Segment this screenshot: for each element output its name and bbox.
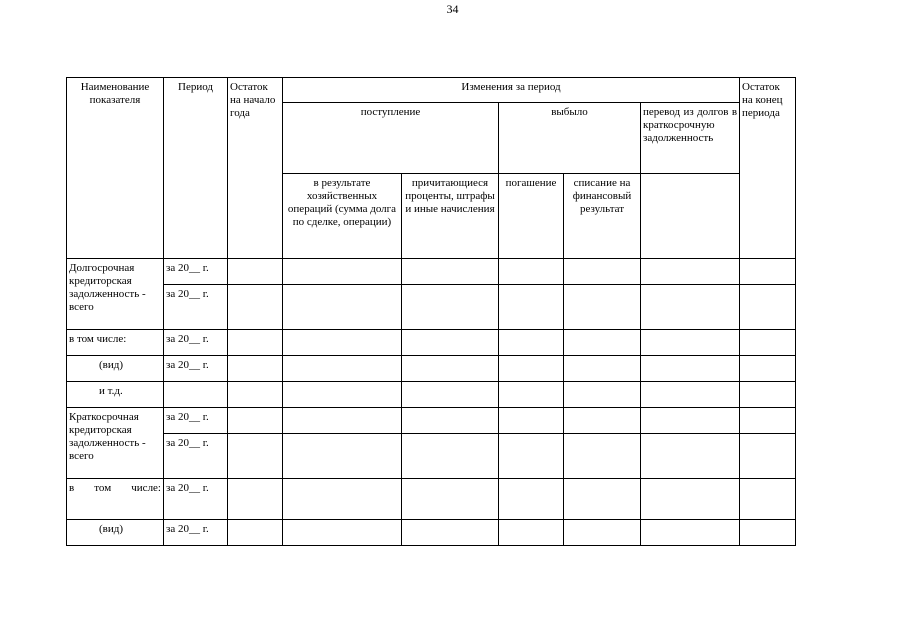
- period-cell: за 20__ г.: [164, 520, 228, 546]
- empty-cell: [402, 479, 499, 520]
- empty-cell: [283, 408, 402, 434]
- header-name: Наименование показателя: [67, 78, 164, 259]
- header-transfer: перевод из долгов в краткосрочную задолженность: [641, 103, 740, 174]
- empty-cell: [228, 356, 283, 382]
- empty-cell: [641, 408, 740, 434]
- header-business-operations: в результате хозяйственных операций (сумма долга по сделке, операции): [283, 174, 402, 259]
- row-label-including: в том числе:: [67, 330, 164, 356]
- empty-cell: [228, 330, 283, 356]
- empty-cell: [499, 285, 564, 330]
- header-interest-fines: причитающиеся проценты, штрафы и иные начисления: [402, 174, 499, 259]
- empty-cell: [402, 330, 499, 356]
- empty-cell: [283, 434, 402, 479]
- row-label-kind: (вид): [67, 356, 164, 382]
- empty-cell: [641, 479, 740, 520]
- period-cell: за 20__ г.: [164, 285, 228, 330]
- empty-cell: [283, 479, 402, 520]
- row-label-shortterm: Краткосрочная кредиторская задолженность - всего: [67, 408, 164, 479]
- empty-cell: [228, 382, 283, 408]
- empty-cell: [740, 285, 796, 330]
- header-changes: Изменения за период: [283, 78, 740, 103]
- empty-cell: [402, 285, 499, 330]
- empty-cell: [740, 382, 796, 408]
- empty-cell: [499, 434, 564, 479]
- payables-table: [66, 77, 796, 546]
- row-label-kind-2: (вид): [67, 520, 164, 546]
- empty-cell: [641, 285, 740, 330]
- header-repayment: погашение: [499, 174, 564, 259]
- empty-cell: [228, 259, 283, 285]
- empty-cell: [564, 382, 641, 408]
- empty-cell: [228, 434, 283, 479]
- empty-cell: [564, 408, 641, 434]
- row-label-etc: и т.д.: [67, 382, 164, 408]
- empty-cell: [402, 520, 499, 546]
- header-opening-balance: Остаток на начало года: [228, 78, 283, 259]
- empty-cell: [228, 520, 283, 546]
- empty-cell: [402, 356, 499, 382]
- period-cell: за 20__ г.: [164, 356, 228, 382]
- header-closing-balance: Остаток на конец периода: [740, 78, 796, 259]
- empty-cell: [740, 408, 796, 434]
- empty-cell: [499, 520, 564, 546]
- empty-cell: [564, 479, 641, 520]
- empty-cell: [740, 479, 796, 520]
- empty-cell: [740, 434, 796, 479]
- period-cell: за 20__ г.: [164, 434, 228, 479]
- empty-cell: [402, 408, 499, 434]
- row-label-longterm: Долгосрочная кредиторская задолженность - всего: [67, 259, 164, 330]
- empty-cell: [283, 259, 402, 285]
- empty-cell: [740, 356, 796, 382]
- empty-cell: [740, 330, 796, 356]
- empty-cell: [740, 259, 796, 285]
- period-cell: за 20__ г.: [164, 408, 228, 434]
- empty-cell: [283, 520, 402, 546]
- period-cell: за 20__ г.: [164, 259, 228, 285]
- header-period: Период: [164, 78, 228, 259]
- empty-cell: [283, 330, 402, 356]
- empty-cell: [564, 434, 641, 479]
- empty-cell: [499, 382, 564, 408]
- header-receipt: поступление: [283, 103, 499, 174]
- empty-cell: [499, 259, 564, 285]
- header-disposal: выбыло: [499, 103, 641, 174]
- empty-cell: [641, 174, 740, 259]
- empty-cell: [641, 356, 740, 382]
- empty-cell: [402, 382, 499, 408]
- empty-cell: [564, 356, 641, 382]
- empty-cell: [740, 520, 796, 546]
- empty-cell: [564, 330, 641, 356]
- empty-cell: [641, 259, 740, 285]
- period-cell: за 20__ г.: [164, 330, 228, 356]
- empty-cell: [641, 382, 740, 408]
- page-number: 34: [446, 2, 459, 16]
- empty-cell: [564, 285, 641, 330]
- empty-cell: [499, 479, 564, 520]
- empty-cell: [564, 520, 641, 546]
- empty-cell: [283, 382, 402, 408]
- empty-cell: [564, 259, 641, 285]
- empty-cell: [228, 285, 283, 330]
- empty-cell: [402, 434, 499, 479]
- period-cell: за 20__ г.: [164, 479, 228, 520]
- empty-cell: [283, 356, 402, 382]
- empty-cell: [499, 408, 564, 434]
- empty-cell: [641, 330, 740, 356]
- empty-cell: [499, 356, 564, 382]
- empty-cell: [641, 520, 740, 546]
- header-writeoff: списание на финансовый результат: [564, 174, 641, 259]
- empty-cell: [402, 259, 499, 285]
- empty-cell: [164, 382, 228, 408]
- empty-cell: [228, 479, 283, 520]
- empty-cell: [228, 408, 283, 434]
- row-label-including-2: в том числе:: [67, 479, 164, 520]
- empty-cell: [641, 434, 740, 479]
- empty-cell: [499, 330, 564, 356]
- empty-cell: [283, 285, 402, 330]
